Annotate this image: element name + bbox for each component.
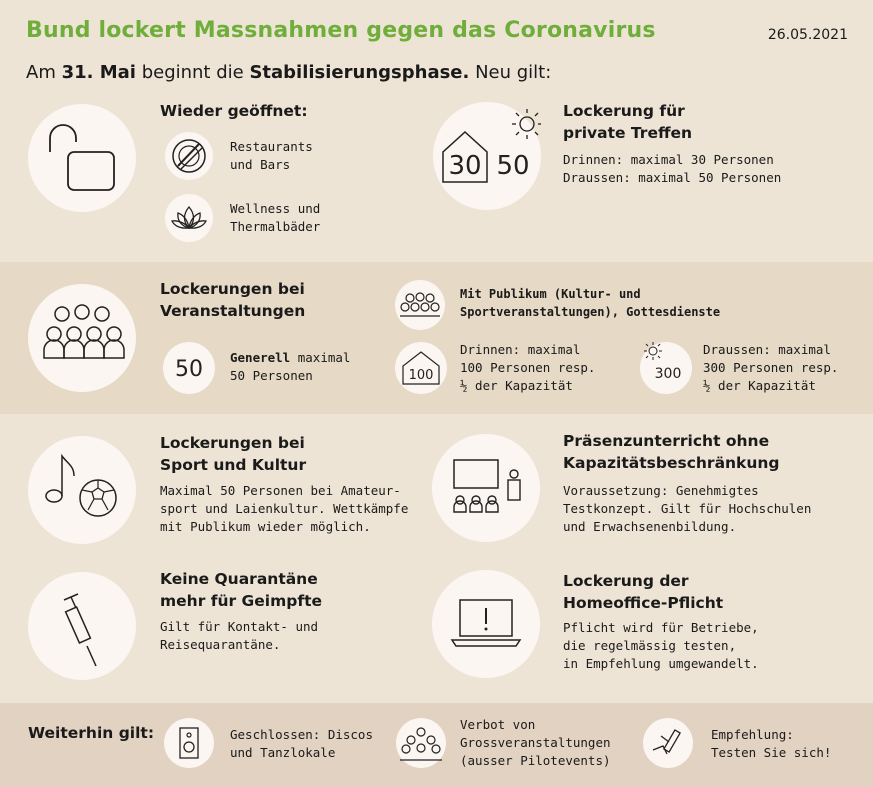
audience-icon [395, 280, 445, 330]
homeoffice-line2: die regelmässig testen, [563, 638, 737, 653]
sport-heading-1: Lockerungen bei [160, 434, 305, 452]
plate-cutlery-icon [165, 132, 213, 180]
homeoffice-line3: in Empfehlung umgewandelt. [563, 656, 759, 671]
outdoor-line2: 300 Personen resp. [703, 360, 839, 375]
outdoor-line1: Draussen: maximal [703, 342, 831, 357]
sport-line3: mit Publikum wieder möglich. [160, 519, 371, 534]
restaurants-line2: und Bars [230, 157, 291, 172]
quarantine-line2: Reisequarantäne. [160, 637, 281, 652]
general-50-icon [163, 342, 215, 394]
classroom-icon [432, 434, 540, 542]
audience-line2: Sportveranstaltungen), Gottesdienste [460, 305, 721, 319]
outdoor-line3: ½ der Kapazität [703, 378, 816, 393]
still-valid-label: Weiterhin gilt: [28, 724, 155, 742]
indoor-line2: 100 Personen resp. [460, 360, 596, 375]
speaker-icon [164, 718, 214, 768]
school-line1: Voraussetzung: Genehmigtes [563, 483, 759, 498]
quarantine-heading-2: mehr für Geimpfte [160, 592, 323, 610]
syringe-icon [28, 572, 136, 680]
homeoffice-heading-2: Homeoffice-Pflicht [563, 594, 724, 612]
svg-text:50: 50 [175, 357, 203, 382]
homeoffice-line1: Pflicht wird für Betriebe, [563, 620, 759, 635]
svg-text:50: 50 [496, 151, 530, 181]
test-line1: Empfehlung: [711, 727, 794, 742]
audience-line1: Mit Publikum (Kultur- und [460, 287, 641, 301]
ban-line2: Grossveranstaltungen [460, 735, 611, 750]
school-line2: Testkonzept. Gilt für Hochschulen [563, 501, 812, 516]
indoor-100-icon [395, 342, 447, 394]
test-swab-icon [643, 718, 693, 768]
homeoffice-heading-1: Lockerung der [563, 572, 689, 590]
house-sun-icon [433, 102, 541, 210]
unlocked-padlock-icon [28, 104, 136, 212]
wellness-line1: Wellness und [230, 201, 321, 216]
publication-date: 26.05.2021 [767, 27, 848, 43]
page-subtitle: Am 31. Mai beginnt die Stabilisierungsphase. Neu gilt: [26, 62, 552, 83]
school-heading-1: Präsenzunterricht ohne [563, 432, 770, 450]
svg-text:100: 100 [408, 368, 434, 383]
test-line2: Testen Sie sich! [711, 745, 832, 760]
svg-text:300: 300 [654, 366, 682, 382]
private-meetings-outdoor: Draussen: maximal 50 Personen [563, 170, 782, 185]
outdoor-300-icon [640, 342, 692, 394]
events-general-line2: 50 Personen [230, 368, 313, 383]
ban-line1: Verbot von [460, 717, 536, 732]
quarantine-heading-1: Keine Quarantäne [160, 570, 318, 588]
school-heading-2: Kapazitätsbeschränkung [563, 454, 780, 472]
page-title: Bund lockert Massnahmen gegen das Coronavirus [26, 18, 656, 43]
discos-line1: Geschlossen: Discos [230, 727, 373, 742]
indoor-line3: ½ der Kapazität [460, 378, 573, 393]
school-line3: und Erwachsenenbildung. [563, 519, 737, 534]
events-heading-2: Veranstaltungen [160, 302, 306, 320]
discos-line2: und Tanzlokale [230, 745, 336, 760]
group-icon [396, 718, 446, 768]
svg-text:30: 30 [448, 151, 482, 181]
indoor-line1: Drinnen: maximal [460, 342, 581, 357]
restaurants-line1: Restaurants [230, 139, 313, 154]
sport-heading-2: Sport und Kultur [160, 456, 307, 474]
ban-line3: (ausser Pilotevents) [460, 753, 611, 768]
laptop-alert-icon [432, 570, 540, 678]
private-meetings-indoor: Drinnen: maximal 30 Personen [563, 152, 774, 167]
quarantine-line1: Gilt für Kontakt- und [160, 619, 319, 634]
private-meetings-heading-2: private Treffen [563, 124, 693, 142]
wellness-line2: Thermalbäder [230, 219, 321, 234]
lotus-icon [165, 194, 213, 242]
events-heading-1: Lockerungen bei [160, 280, 305, 298]
reopened-heading: Wieder geöffnet: [160, 102, 308, 120]
sport-line1: Maximal 50 Personen bei Amateur- [160, 483, 401, 498]
crowd-icon [28, 284, 136, 392]
events-general-line1: Generell maximal [230, 350, 351, 365]
sport-line2: sport und Laienkultur. Wettkämpfe [160, 501, 409, 516]
private-meetings-heading-1: Lockerung für [563, 102, 685, 120]
music-ball-icon [28, 436, 136, 544]
